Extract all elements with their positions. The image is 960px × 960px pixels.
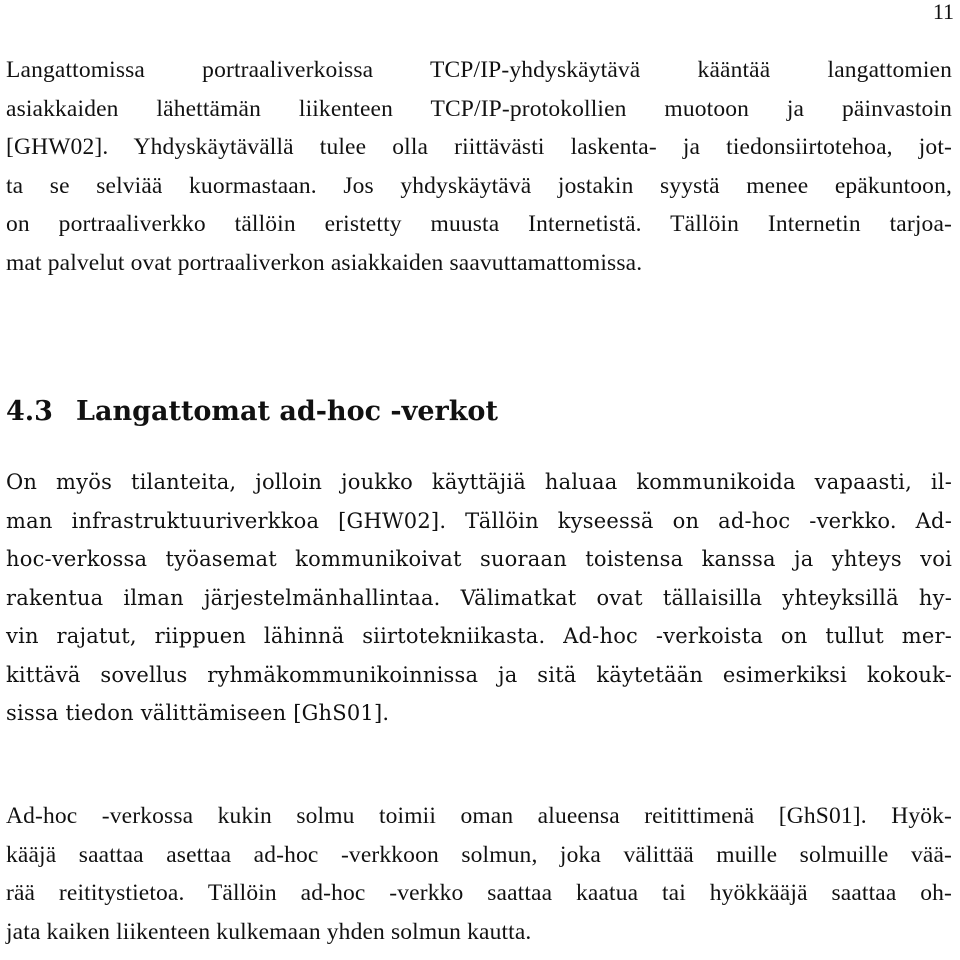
text-line: sissa tiedon välittämiseen [GhS01]. — [6, 701, 390, 725]
section-heading — [6, 392, 498, 432]
section-title: Langattomat ad-hoc -verkot — [76, 396, 498, 427]
text-line: kääjä saattaa asettaa ad-hoc -verkkoon solmun, joka välittää muille solmuille vää- — [6, 841, 952, 868]
text-line: man infrastruktuuriverkkoa [GHW02]. Tällöin kyseessä on ad-hoc -verkko. Ad- — [6, 508, 952, 533]
section-number: 4.3 — [6, 396, 53, 427]
paragraph-adhoc-intro — [6, 463, 952, 733]
text-line: jata kaiken liikenteen kulkemaan yhden solmun kautta. — [6, 918, 532, 945]
text-line: rää reititystietoa. Tällöin ad-hoc -verkko saattaa kaatua tai hyökkääjä saattaa oh- — [6, 880, 952, 906]
paragraph-portal-gateway — [6, 51, 952, 282]
text-line: mat palvelut ovat portraaliverkon asiakkaiden saavuttamattomissa. — [6, 249, 643, 276]
text-line: ta se selviää kuormastaan. Jos yhdyskäytävä jostakin syystä menee epäkuntoon, — [6, 172, 952, 199]
text-line: [GHW02]. Yhdyskäytävällä tulee olla riittävästi laskenta- ja tiedonsiirtotehoa, jot- — [6, 134, 952, 160]
text-line: kittävä sovellus ryhmäkommunikoinnissa ja sitä käytetään esimerkiksi kokouk- — [6, 662, 952, 687]
text-line: hoc-verkossa työasemat kommunikoivat suoraan toistensa kanssa ja yhteys voi — [6, 547, 952, 571]
text-line: On myös tilanteita, jolloin joukko käyttäjiä haluaa kommunikoida vapaasti, il- — [6, 470, 952, 494]
text-line: rakentua ilman järjestelmänhallintaa. Välimatkat ovat tällaisilla yhteyksillä hy- — [6, 585, 952, 610]
text-line: Langattomissa portraaliverkoissa TCP/IP-yhdyskäytävä kääntää langattomien — [6, 57, 952, 83]
text-line: on portraaliverkko tällöin eristetty muusta Internetistä. Tällöin Internetin tarjoa- — [6, 211, 952, 237]
paragraph-adhoc-routing — [6, 797, 952, 951]
page-number: 11 — [932, 0, 954, 24]
text-line: asiakkaiden lähettämän liikenteen TCP/IP-protokollien muotoon ja päinvastoin — [6, 95, 952, 122]
text-line: vin rajatut, riippuen lähinnä siirtotekniikasta. Ad-hoc -verkoista on tullut mer- — [6, 624, 952, 648]
text-line: Ad-hoc -verkossa kukin solmu toimii oman alueensa reitittimenä [GhS01]. Hyök- — [6, 803, 952, 829]
